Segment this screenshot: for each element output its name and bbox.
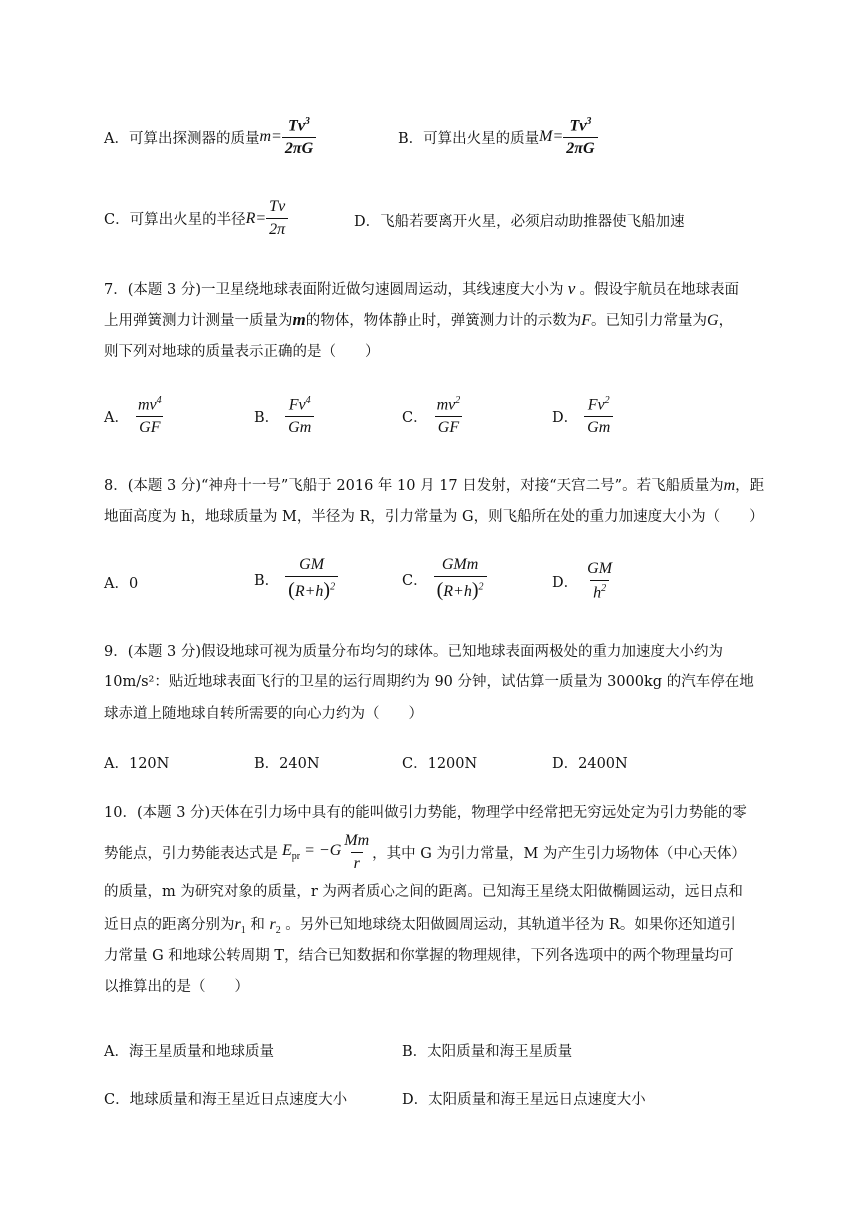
q8-option-b[interactable]: B． $\frac{GM}{(R+h)^2}$ [254, 556, 338, 602]
q7-line-2: 上用弹簧测力计测量一质量为m的物体，物体静止时，弹簧测力计的示数为F。已知引力常量为G， [104, 310, 734, 329]
q10-option-d[interactable]: D．太阳质量和海王星远日点速度大小 [402, 1092, 646, 1108]
q7-option-c-formula: $\frac{mv^2}{GF}$ [436, 395, 461, 437]
q6-option-a-text: A．可算出探测器的质量 [104, 130, 260, 147]
q6-option-a-formula: $\frac{Tv^3}{2\pi G}$ [282, 116, 316, 158]
q7-line-3: 则下列对地球的质量表示正确的是（ ） [104, 344, 380, 360]
q6-option-c-var: R= [245, 209, 267, 227]
q9-line-3: 球赤道上随地球自转所需要的向心力约为（ ） [104, 706, 423, 722]
q8-option-c[interactable]: C． $\frac{\text{GMm}}{(R+h)^2}$ [402, 556, 487, 602]
q6-option-b-text: B．可算出火星的质量 [398, 130, 540, 147]
q7-option-a-formula: $\frac{mv^4}{GF}$ [137, 395, 162, 437]
q8-option-d-formula: $\frac{GM}{h^2}$ [587, 560, 613, 602]
q7-option-b-formula: $\frac{Fv^4}{Gm}$ [285, 395, 314, 437]
q7-option-d-formula: $\frac{Fv^2}{Gm}$ [584, 395, 613, 437]
q9-option-d[interactable]: D．2400N [552, 756, 628, 772]
q10-line-2: 势能点，引力势能表达式是 $E_{pr} = -G$ $\frac{Mm}{r}$ ，其中 G 为引力常量，M 为产生引力场物体（中心天体） [104, 832, 746, 872]
q8-option-a[interactable]: A．0 [104, 576, 139, 592]
q10-line-1: 10．(本题 3 分)天体在引力场中具有的能叫做引力势能，物理学中经常把无穷远处定为引力势能的零 [104, 805, 747, 821]
q10-line-6: 以推算出的是（ ） [104, 979, 249, 995]
q8-line-2: 地面高度为 h，地球质量为 M，半径为 R，引力常量为 G，则飞船所在处的重力加速度大小为（ ） [104, 509, 764, 525]
q10-line-3: 的质量，m 为研究对象的质量，r 为两者质心之间的距离。已知海王星绕太阳做椭圆运动，远日点和 [104, 884, 743, 900]
q7-option-b[interactable]: B． $\frac{Fv^4}{Gm}$ [254, 395, 314, 437]
q6-option-c-formula: $\frac{Tv}{2\pi}$ [266, 198, 288, 239]
q9-option-c[interactable]: C．1200N [402, 756, 478, 772]
q7-option-a[interactable]: A． $\frac{mv^4}{GF}$ [104, 395, 165, 437]
q9-option-a[interactable]: A．120N [104, 756, 170, 772]
q6-option-a[interactable] [104, 116, 316, 158]
q7-line-1: 7．(本题 3 分)一卫星绕地球表面附近做匀速圆周运动，其线速度大小为 v 。假设宇航员在地球表面 [104, 279, 740, 298]
q6-option-d[interactable]: D．飞船若要离开火星，必须启动助推器使飞船加速 [354, 214, 685, 230]
q8-option-d[interactable]: D． $\frac{GM}{h^2}$ [552, 560, 615, 602]
q10-potential-formula: $\frac{Mm}{r}$ [344, 832, 370, 872]
q7-option-c[interactable]: C． $\frac{mv^2}{GF}$ [402, 395, 463, 437]
q6-option-b-formula: $\frac{Tv^3}{2\pi G}$ [563, 116, 597, 158]
q6-option-b[interactable] [398, 116, 598, 158]
q9-line-2: 10m/s²：贴近地球表面飞行的卫星的运行周期约为 90 分钟，试估算一质量为 3000kg 的汽车停在地 [104, 674, 754, 690]
q6-option-c[interactable] [104, 198, 288, 239]
q9-line-1: 9．(本题 3 分)假设地球可视为质量分布均匀的球体。已知地球表面两极处的重力加速度大小约为 [104, 644, 723, 660]
q6-option-c-text: C．可算出火星的半径 [104, 212, 246, 228]
q10-option-a[interactable]: A．海王星质量和地球质量 [104, 1044, 274, 1060]
q8-line-1: 8．(本题 3 分)“神舟十一号”飞船于 2016 年 10 月 17 日发射，对接“天宫二号”。若飞船质量为m，距 [104, 477, 765, 494]
q10-option-b[interactable]: B．太阳质量和海王星质量 [402, 1044, 573, 1060]
q10-option-c[interactable]: C．地球质量和海王星近日点速度大小 [104, 1092, 348, 1108]
q8-option-b-formula: $\frac{GM}{(R+h)^2}$ [285, 556, 338, 602]
q6-option-b-var: M= [539, 128, 564, 146]
q10-line-4: 近日点的距离分别为$r_1$ 和 $r_2$ 。另外已知地球绕太阳做圆周运动，其轨道半径为 R。如果你还知道引 [104, 916, 736, 937]
q7-option-d[interactable]: D． $\frac{Fv^2}{Gm}$ [552, 395, 613, 437]
q10-line-5: 力常量 G 和地球公转周期 T，结合已知数据和你掌握的物理规律，下列各选项中的两个物理量均可 [104, 948, 734, 964]
q9-option-b[interactable]: B．240N [254, 756, 320, 772]
q8-option-c-formula: $\frac{\text{GMm}}{(R+h)^2}$ [434, 556, 487, 602]
q6-option-a-var: m= [259, 128, 282, 146]
